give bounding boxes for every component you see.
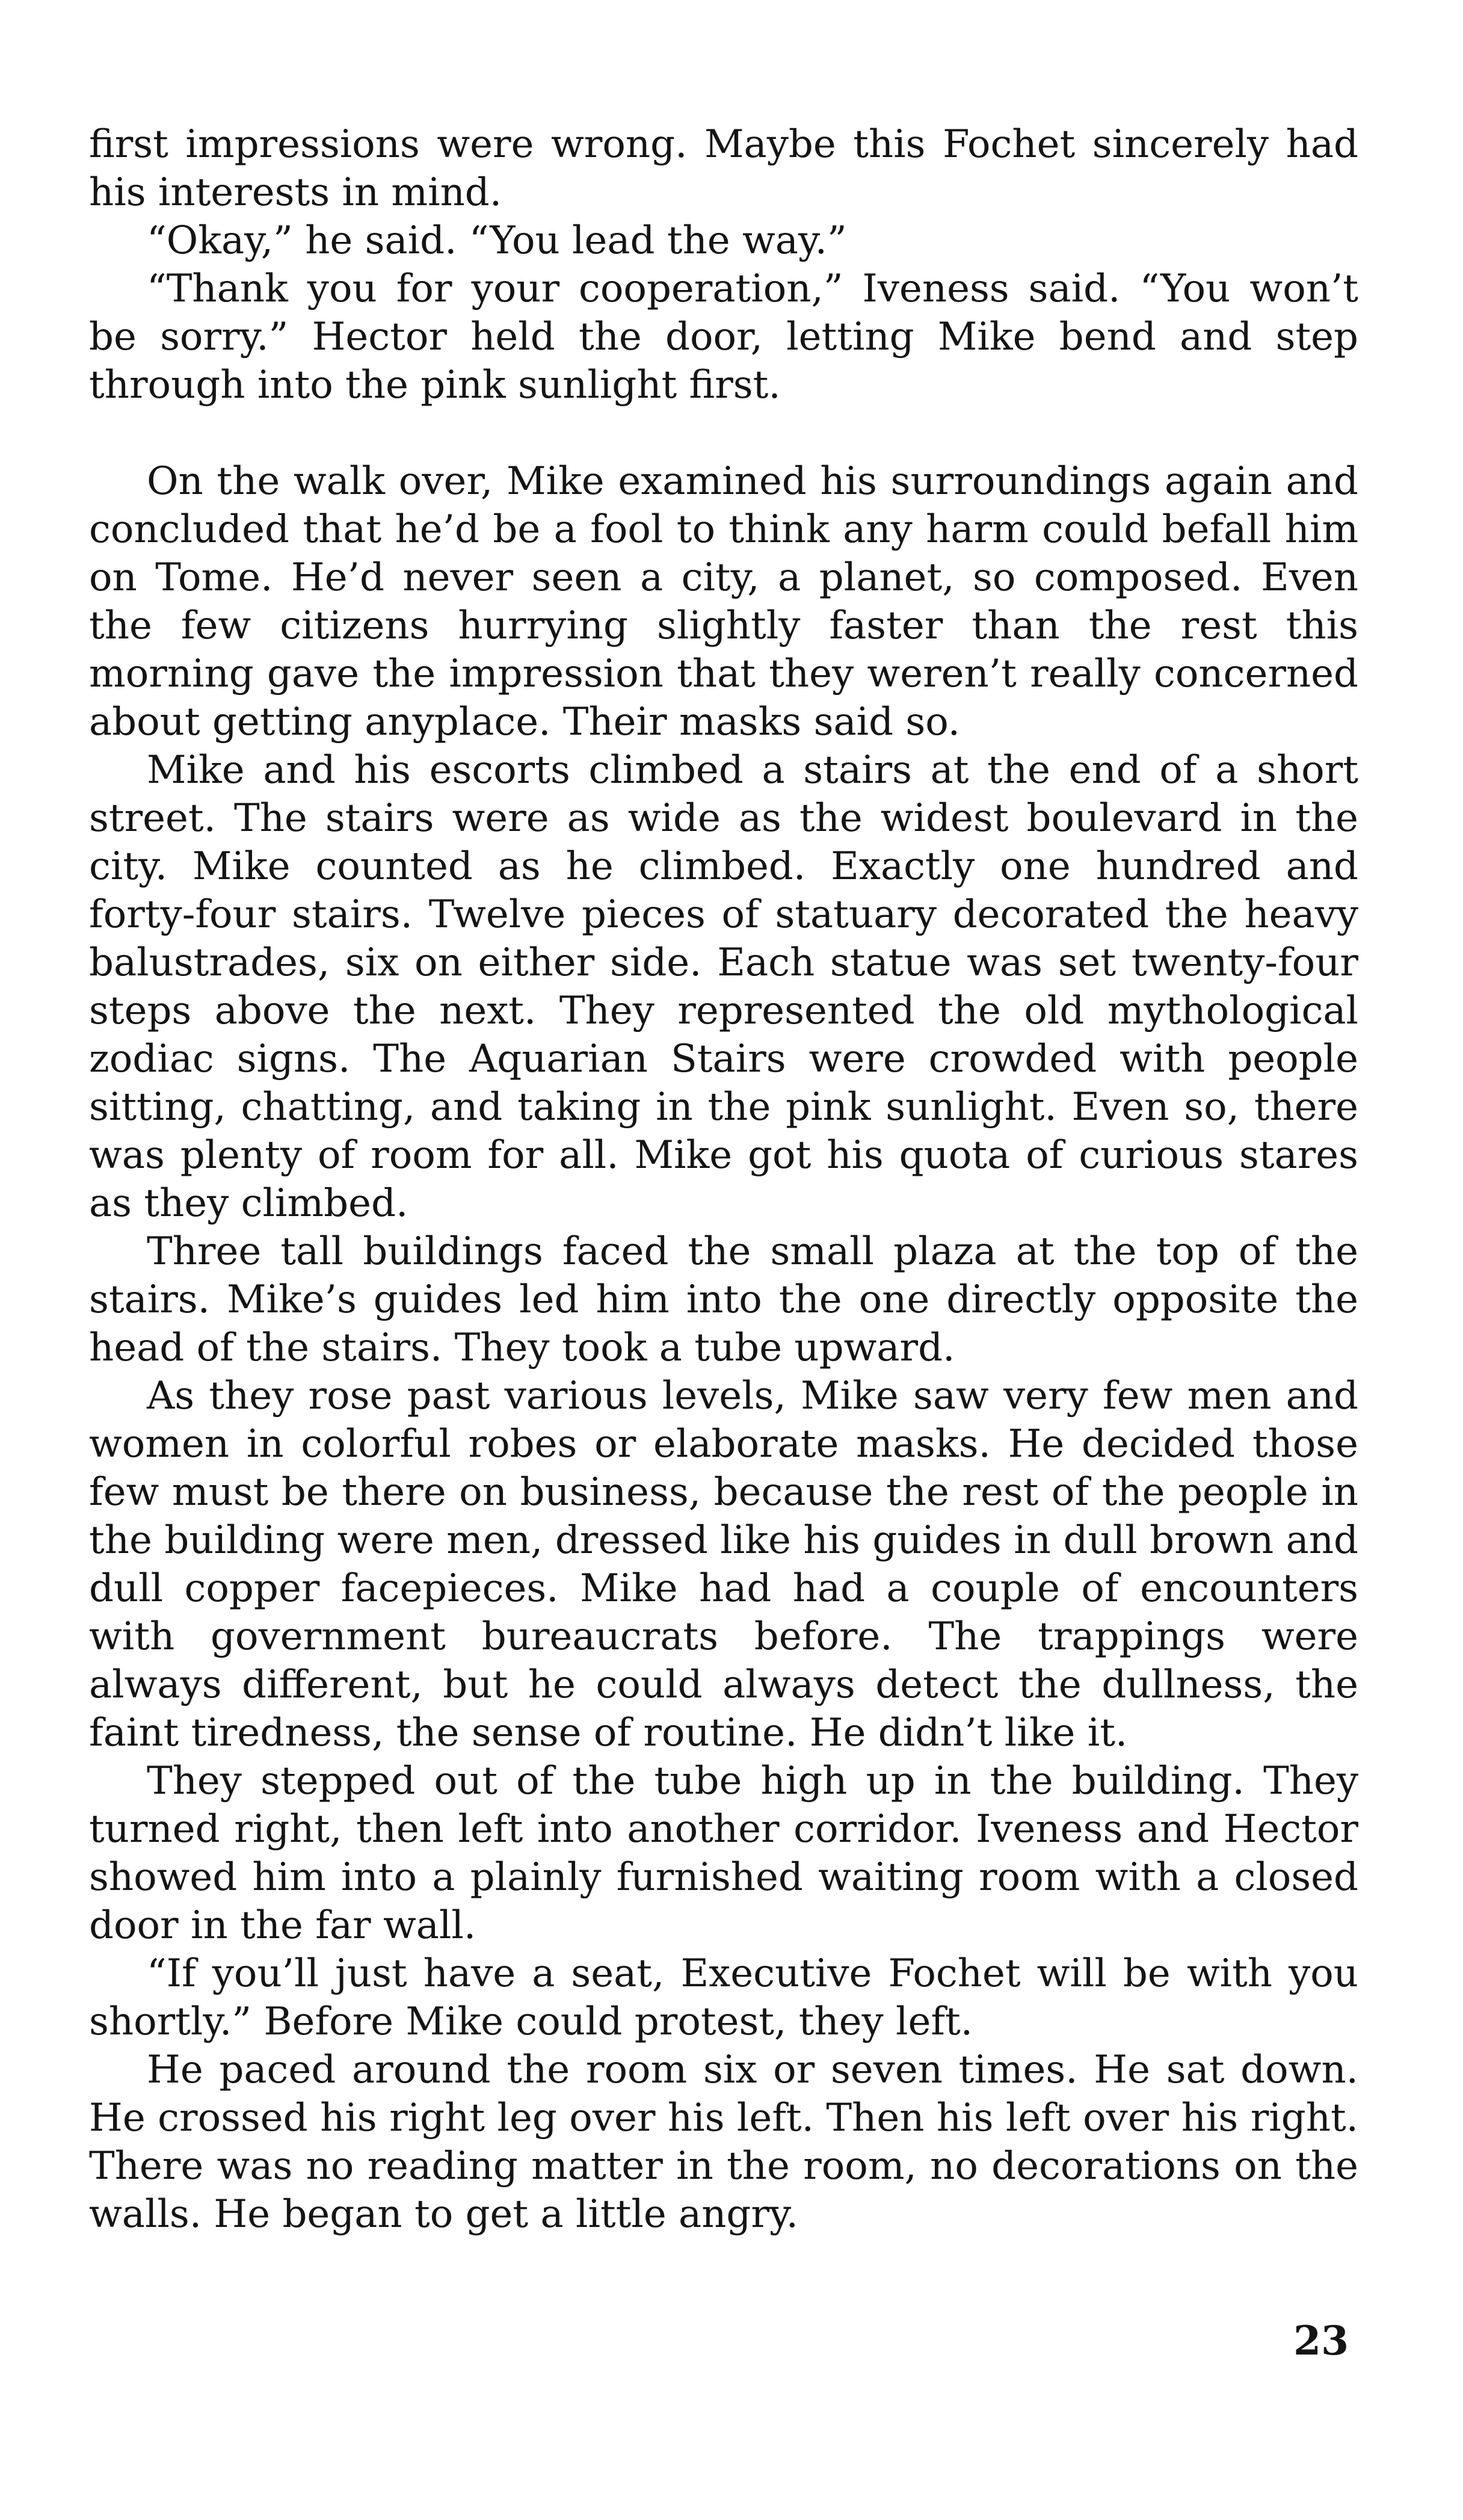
paragraph: Three tall buildings faced the small plaza at the top of the stairs. Mike’s guides led him into the one directly opposite the head of the stairs. They took a tube upward.: [89, 1229, 1358, 1370]
paragraph: Mike and his escorts climbed a stairs at the end of a short street. The stairs were as wide as the widest boulevard in the city. Mike counted as he climbed. Exactly one hundred and forty-four stairs. Twelve pieces of statuary decorated the heavy balustrades, six on either side. Each statue was set twenty-four steps above the next. They represented the old mythological zodiac signs. The Aquarian Stairs were crowded with people sitting, chatting, and taking in the pink sunlight. Even so, there was plenty of room for all. Mike got his quota of curious stares as they climbed.: [89, 748, 1358, 1226]
section-break: [89, 409, 1358, 457]
paragraph: first impressions were wrong. Maybe this Fochet sincerely had his interests in mind.: [89, 122, 1358, 215]
paragraph: They stepped out of the tube high up in the building. They turned right, then left into another corridor. Iveness and Hector showed him into a plainly furnished waiting room with a closed door in the far wall.: [89, 1759, 1358, 1948]
paragraph: “If you’ll just have a seat, Executive Fochet will be with you shortly.” Before Mike could protest, they left.: [89, 1951, 1358, 2044]
paragraph: He paced around the room six or seven times. He sat down. He crossed his right leg over his left. Then his left over his right. There was no reading matter in the room, no decorations on the walls. He began to get a little angry.: [89, 2048, 1358, 2237]
paragraph: “Thank you for your cooperation,” Iveness said. “You won’t be sorry.” Hector held the door, letting Mike bend and step through into the pink sunlight first.: [89, 267, 1358, 407]
page-number: 23: [1293, 2317, 1349, 2364]
paragraph: “Okay,” he said. “You lead the way.”: [147, 218, 847, 263]
paragraph: As they rose past various levels, Mike saw very few men and women in colorful robes or elaborate masks. He decided those few must be there on business, because the rest of the people in the building were men, dressed like his guides in dull brown and dull copper facepieces. Mike had had a couple of encounters with government bureaucrats before. The trappings were always different, but he could always detect the dullness, the faint tiredness, the sense of routine. He didn’t like it.: [89, 1374, 1358, 1755]
paragraph: On the walk over, Mike examined his surroundings again and concluded that he’d be a fool to think any harm could befall him on Tome. He’d never seen a city, a planet, so composed. Even the few citizens hurrying slightly faster than the rest this morning gave the impression that they weren’t really concerned about getting anyplace. Their masks said so.: [89, 459, 1358, 744]
page-body: [89, 120, 1358, 2238]
